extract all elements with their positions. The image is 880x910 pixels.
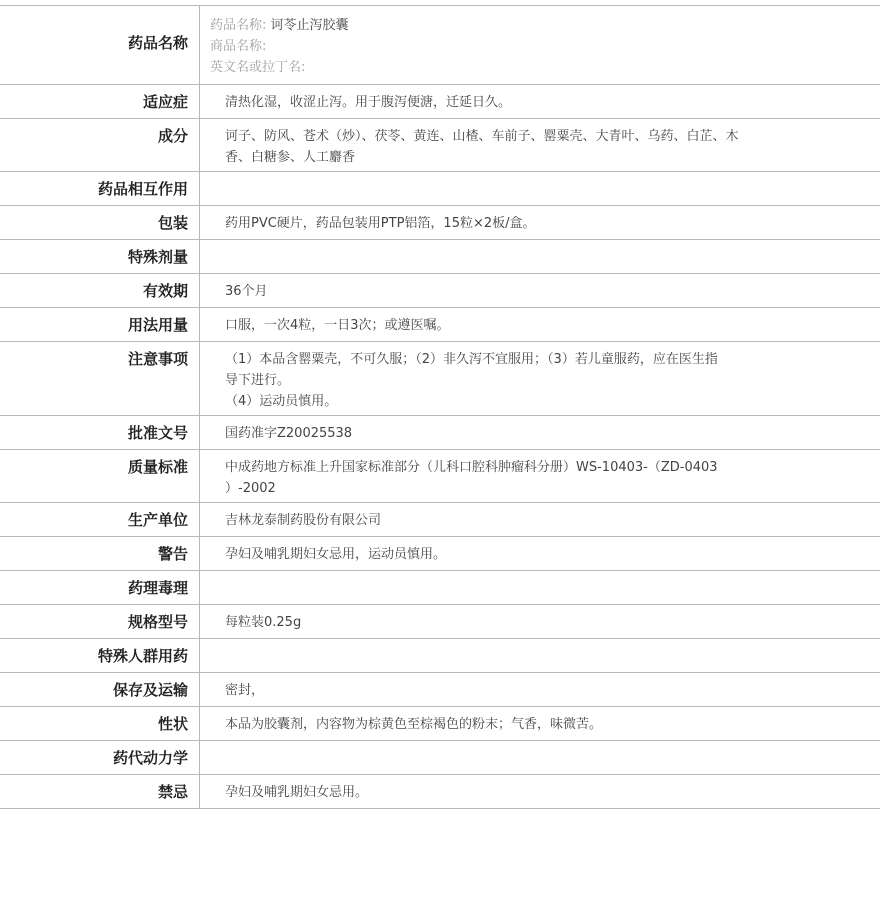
row-label: 特殊剂量	[0, 240, 200, 273]
row-label: 规格型号	[0, 605, 200, 638]
row-precautions	[0, 342, 880, 416]
row-specification	[0, 605, 880, 639]
drug-spec-table	[0, 5, 880, 809]
row-drug-name	[0, 6, 880, 85]
value-line: 孕妇及哺乳期妇女忌用，运动员慎用。	[225, 547, 447, 562]
row-label: 药品相互作用	[0, 172, 200, 205]
row-interactions	[0, 172, 880, 206]
row-value	[200, 537, 880, 570]
row-dosage	[0, 308, 880, 342]
value-line: （4）运动员慎用。	[225, 394, 338, 409]
row-ingredients	[0, 119, 880, 172]
value-line: 香、白糖参、人工麝香	[225, 150, 356, 165]
row-value	[200, 206, 880, 239]
row-manufacturer	[0, 503, 880, 537]
english-name-line	[210, 57, 870, 78]
trade-name-line	[210, 36, 870, 57]
row-label: 适应症	[0, 85, 200, 118]
row-label: 生产单位	[0, 503, 200, 536]
row-label: 有效期	[0, 274, 200, 307]
value-line: 每粒装0.25g	[225, 615, 302, 630]
row-warning	[0, 537, 880, 571]
row-value	[200, 605, 880, 638]
row-label: 药理毒理	[0, 571, 200, 604]
value-line: 36个月	[225, 284, 268, 299]
row-contraindications	[0, 775, 880, 809]
value-line: 国药准字Z20025538	[225, 426, 353, 441]
row-value	[200, 741, 880, 774]
row-label: 注意事项	[0, 342, 200, 415]
value-line: 密封，	[225, 683, 265, 698]
row-label: 用法用量	[0, 308, 200, 341]
row-label: 警告	[0, 537, 200, 570]
row-value	[200, 775, 880, 808]
row-pharmacokinetics	[0, 741, 880, 775]
generic-name-value: 诃苓止泻胶囊	[270, 18, 349, 33]
row-value	[200, 172, 880, 205]
value-line: ）-2002	[225, 481, 276, 496]
row-value	[200, 639, 880, 672]
row-value	[200, 308, 880, 341]
value-line: 本品为胶囊剂，内容物为棕黄色至棕褐色的粉末；气香，味微苦。	[225, 717, 603, 732]
drug-name-block	[200, 6, 880, 84]
value-line: 口服，一次4粒，一日3次；或遵医嘱。	[225, 318, 450, 333]
row-label: 禁忌	[0, 775, 200, 808]
value-line: 清热化湿，收涩止泻。用于腹泻便溏，迁延日久。	[225, 95, 512, 110]
value-line: 中成药地方标准上升国家标准部分（儿科口腔科肿瘤科分册）WS-10403-（ZD-0403	[225, 460, 718, 475]
row-value	[200, 240, 880, 273]
row-label: 保存及运输	[0, 673, 200, 706]
value-line: 吉林龙泰制药股份有限公司	[225, 513, 382, 528]
row-value	[200, 342, 880, 415]
row-value	[200, 416, 880, 449]
row-packaging	[0, 206, 880, 240]
row-label: 包装	[0, 206, 200, 239]
row-label: 性状	[0, 707, 200, 740]
row-label: 特殊人群用药	[0, 639, 200, 672]
trade-name-key: 商品名称:	[210, 39, 267, 54]
generic-name-line	[210, 15, 870, 36]
row-label: 成分	[0, 119, 200, 171]
row-value	[200, 274, 880, 307]
row-approval-number	[0, 416, 880, 450]
value-line: 孕妇及哺乳期妇女忌用。	[225, 785, 369, 800]
row-value	[200, 119, 880, 171]
row-indications	[0, 85, 880, 119]
row-value	[200, 85, 880, 118]
value-line: （1）本品含罂粟壳，不可久服；（2）非久泻不宜服用；（3）若儿童服药，应在医生指	[225, 352, 718, 367]
value-line: 导下进行。	[225, 373, 291, 388]
row-value	[200, 571, 880, 604]
row-label: 质量标准	[0, 450, 200, 502]
value-line: 药用PVC硬片，药品包装用PTP铝箔，15粒×2板/盒。	[225, 216, 536, 231]
english-name-key: 英文名或拉丁名:	[210, 60, 306, 75]
row-quality-standard	[0, 450, 880, 503]
row-value	[200, 503, 880, 536]
row-value	[200, 707, 880, 740]
row-description	[0, 707, 880, 741]
row-shelf-life	[0, 274, 880, 308]
row-value	[200, 450, 880, 502]
row-value	[200, 673, 880, 706]
row-special-populations	[0, 639, 880, 673]
row-special-dosage	[0, 240, 880, 274]
row-label: 批准文号	[0, 416, 200, 449]
generic-name-key: 药品名称:	[210, 18, 267, 33]
row-storage	[0, 673, 880, 707]
row-label: 药代动力学	[0, 741, 200, 774]
row-pharmacology	[0, 571, 880, 605]
value-line: 诃子、防风、苍术（炒）、茯苓、黄连、山楂、车前子、罂粟壳、大青叶、乌药、白芷、木	[225, 129, 739, 144]
row-label: 药品名称	[0, 6, 200, 84]
